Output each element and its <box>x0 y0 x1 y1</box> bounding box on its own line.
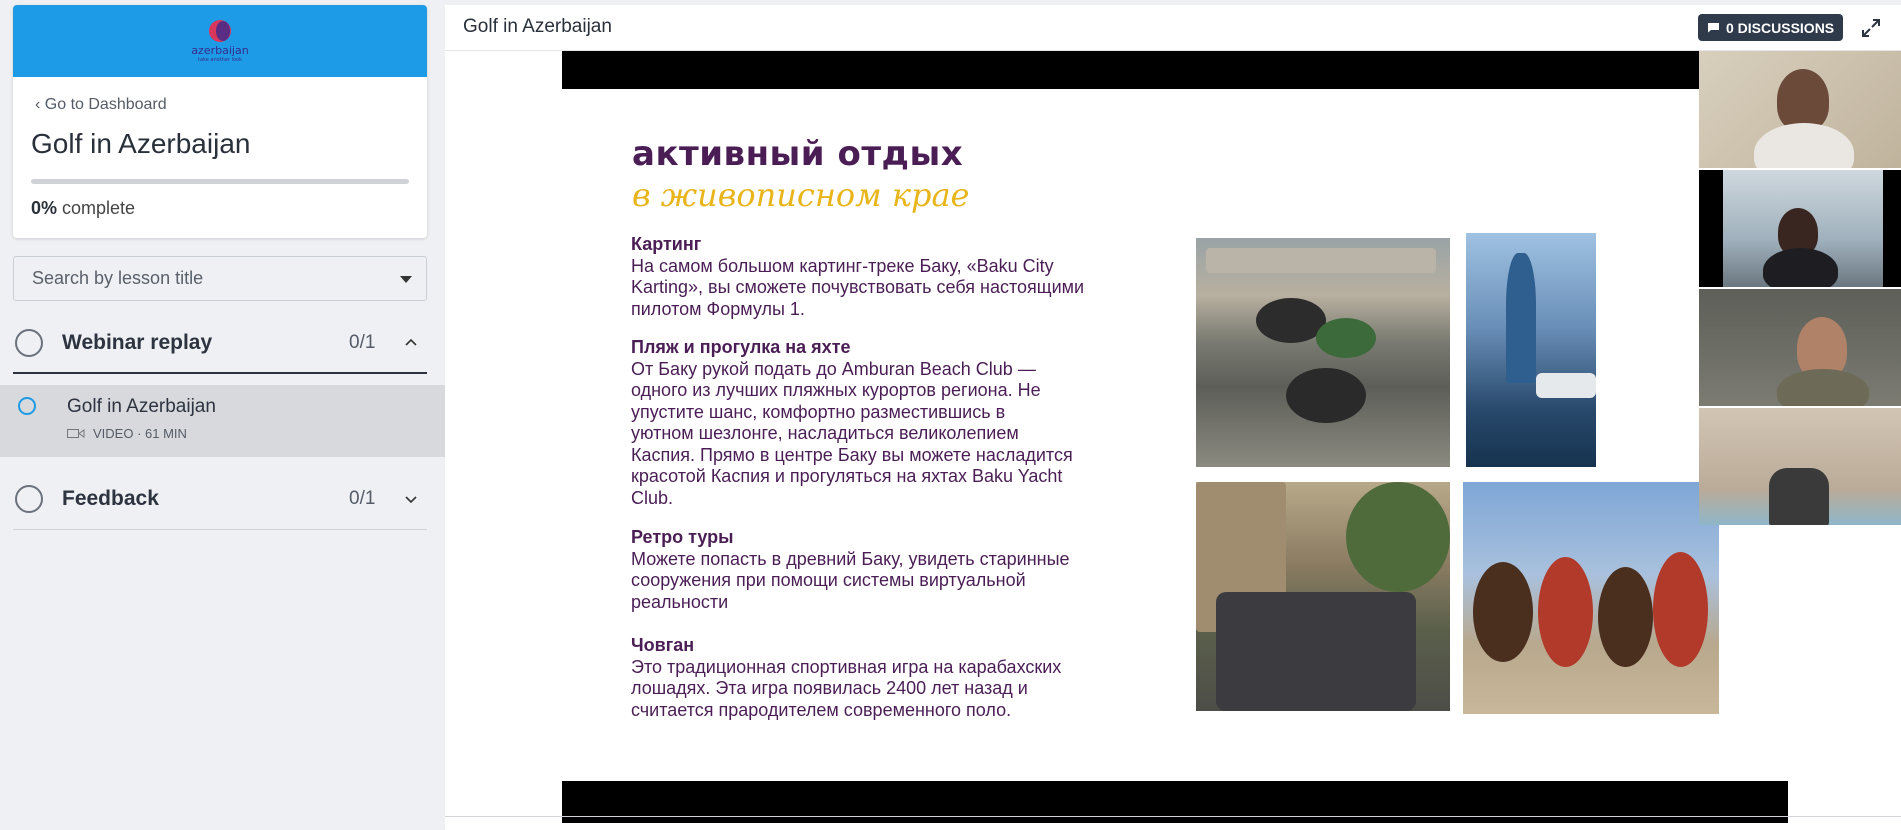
chevron-up-icon <box>405 337 417 349</box>
slide-line: лошадях. Эта игра появилась 2400 лет назад и <box>631 678 1028 698</box>
slide-line: Club. <box>631 487 674 508</box>
slide-line: одного из лучших пляжных курортов региона. Не <box>631 380 1041 400</box>
slide-line: Это традиционная спортивная игра на карабахских <box>631 656 1062 677</box>
course-title: Golf in Azerbaijan <box>31 128 251 159</box>
video-camera-icon <box>67 428 85 439</box>
slide-text-block <box>631 527 1141 613</box>
lesson-status-circle-icon <box>18 397 36 415</box>
caret-down-icon <box>400 276 412 283</box>
content-bottom-divider <box>445 816 1901 817</box>
section-webinar-replay[interactable] <box>13 312 427 374</box>
slide-block-title: Ретро туры <box>631 527 734 547</box>
discussions-label: 0 DISCUSSIONS <box>1726 19 1835 36</box>
lesson-search-select[interactable] <box>13 256 427 301</box>
slide-heading: активный отдых <box>632 134 964 174</box>
slide-line: реальности <box>631 591 729 612</box>
participant-video-frame <box>1723 170 1883 287</box>
section-title: Feedback <box>62 487 159 510</box>
chevron-down-icon <box>405 493 417 505</box>
slide-block-title: Картинг <box>631 234 702 254</box>
participant-video-strip <box>1699 51 1901 526</box>
section-status-circle-icon <box>15 329 43 357</box>
logo-text: azerbaijan <box>191 43 249 57</box>
chovgan-horse-riders-photo <box>1463 482 1719 714</box>
lesson-meta-text: VIDEO · 61 MIN <box>93 426 187 441</box>
slide-line: уютном шезлонге, насладиться великолепием <box>631 423 1019 443</box>
chevron-left-icon: ‹ <box>35 96 45 113</box>
karting-photo <box>1196 238 1450 467</box>
slide-line: Можете попасть в древний Баку, увидеть старинные <box>631 548 1070 569</box>
progress-label <box>31 198 135 219</box>
section-feedback[interactable] <box>13 468 427 530</box>
azerbaijan-logo-icon <box>209 20 231 42</box>
progress-bar <box>31 179 409 184</box>
slide-line: красотой Каспия и прогуляться на яхтах Baku Yacht <box>631 466 1063 486</box>
discussions-button[interactable] <box>1698 14 1843 41</box>
slide-line: считается прародителем современного поло. <box>631 699 1012 720</box>
slide-block-title: Човган <box>631 635 695 655</box>
slide-line: На самом большом картинг-треке Баку, «Baku City <box>631 255 1054 276</box>
participant-video-tile[interactable] <box>1699 289 1901 406</box>
old-city-tourists-photo <box>1196 482 1450 711</box>
lesson-meta <box>67 426 187 441</box>
slide-text-block <box>631 234 1141 320</box>
section-progress-count: 0/1 <box>349 488 376 509</box>
participant-video-tile[interactable] <box>1699 51 1901 168</box>
section-status-circle-icon <box>15 485 43 513</box>
expand-fullscreen-icon[interactable] <box>1860 17 1882 39</box>
lesson-search-placeholder: Search by lesson title <box>32 268 204 288</box>
progress-suffix: complete <box>62 198 136 218</box>
progress-value: 0% <box>31 198 58 218</box>
logo-subtext: take another look <box>198 56 242 63</box>
slide-line: Каспия. Прямо в центре Баку вы можете насладится <box>631 444 1073 465</box>
lesson-topbar <box>445 5 1901 51</box>
course-card <box>13 5 427 238</box>
slide-line: пилотом Формулы 1. <box>631 298 805 319</box>
slide-subheading: в живописном крае <box>632 176 970 214</box>
slide-block-title: Пляж и прогулка на яхте <box>631 337 851 357</box>
slide-text-block <box>631 635 1141 721</box>
slide-line: От Баку рукой подать до Amburan Beach Club — <box>631 358 1036 379</box>
baku-flame-towers-photo <box>1466 233 1596 467</box>
video-player[interactable] <box>562 51 1788 823</box>
lesson-header-title: Golf in Azerbaijan <box>463 16 612 37</box>
go-to-dashboard-link[interactable] <box>35 96 167 114</box>
lesson-item-golf-in-azerbaijan[interactable] <box>0 385 445 457</box>
lesson-content <box>445 5 1901 830</box>
video-letterbox-top <box>562 51 1788 89</box>
slide-line: сооружения при помощи системы виртуальной <box>631 570 1026 590</box>
lesson-title: Golf in Azerbaijan <box>67 396 216 417</box>
chat-bubble-icon <box>1707 22 1720 33</box>
slide-line: упустите шанс, комфортно разместившись в <box>631 401 1006 422</box>
participant-video-tile[interactable] <box>1699 170 1901 287</box>
course-banner <box>13 5 427 77</box>
slide-text-block <box>631 337 1141 509</box>
section-title: Webinar replay <box>62 331 213 354</box>
participant-video-tile[interactable] <box>1699 408 1901 525</box>
course-sidebar <box>0 0 445 830</box>
go-to-dashboard-label: Go to Dashboard <box>44 96 167 113</box>
slide-line: Karting», вы сможете почувствовать себя настоящими <box>631 277 1085 297</box>
section-progress-count: 0/1 <box>349 332 376 353</box>
